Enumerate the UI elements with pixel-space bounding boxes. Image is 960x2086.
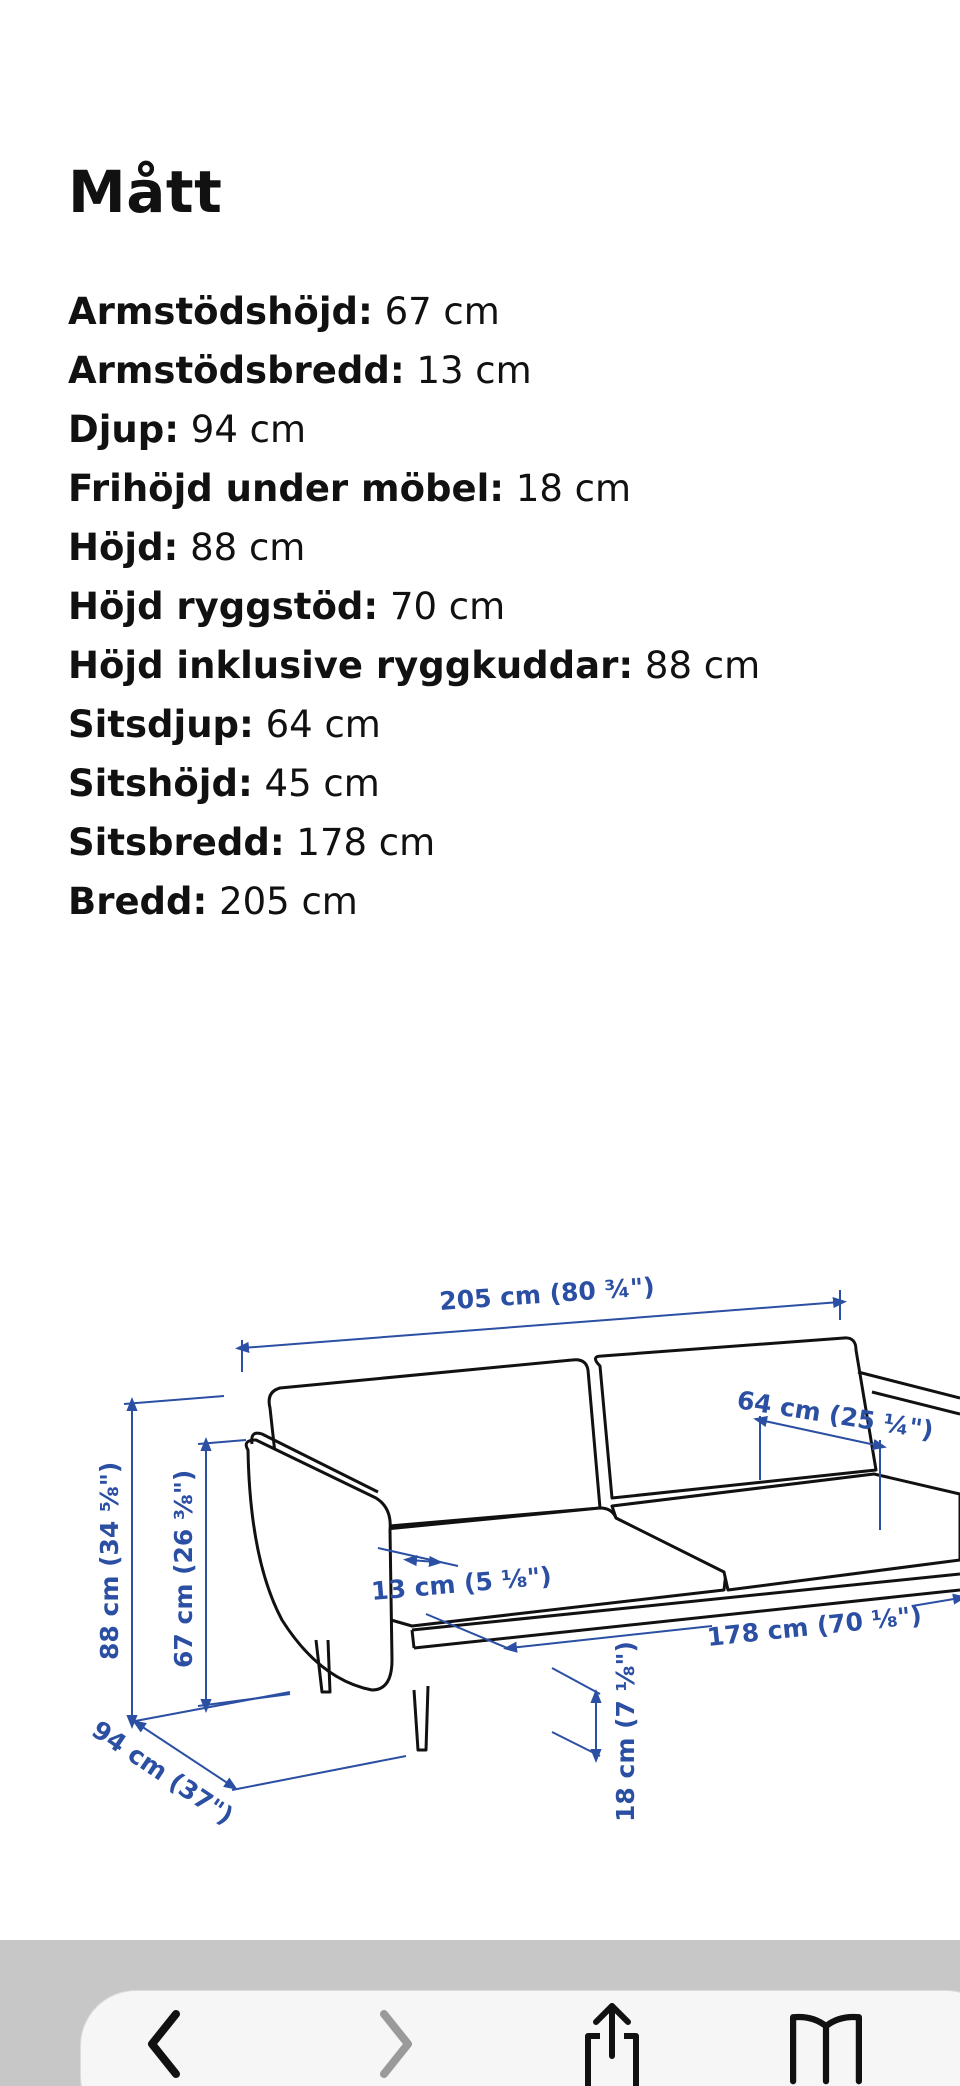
- spec-row: [68, 345, 760, 404]
- spec-row: [68, 581, 760, 640]
- spec-label: Sitsdjup:: [68, 703, 254, 746]
- spec-row: [68, 876, 760, 935]
- width-label: 205 cm (80 ¾"): [438, 1272, 656, 1316]
- spec-value: 18 cm: [515, 467, 632, 510]
- spec-row: [68, 463, 760, 522]
- spec-label: Sitshöjd:: [68, 762, 253, 805]
- share-button[interactable]: [572, 2000, 652, 2086]
- forward-icon: [364, 2000, 424, 2086]
- spec-row: [68, 286, 760, 345]
- spec-value: 67 cm: [384, 290, 500, 333]
- spec-value: 205 cm: [219, 880, 358, 923]
- depth-label: 94 cm (37"): [86, 1714, 239, 1831]
- browser-toolbar: [0, 1940, 960, 2086]
- spec-value: 88 cm: [190, 526, 306, 569]
- spec-label: Frihöjd under möbel:: [68, 467, 505, 510]
- spec-row: [68, 758, 760, 817]
- spec-value: 94 cm: [190, 408, 307, 451]
- back-button[interactable]: [124, 2000, 204, 2086]
- spec-value: 178 cm: [296, 821, 436, 864]
- spec-label: Sitsbredd:: [68, 821, 285, 864]
- spec-row: [68, 699, 760, 758]
- spec-label: Bredd:: [68, 880, 208, 923]
- leg-front: [414, 1686, 428, 1750]
- back-icon: [134, 2000, 194, 2086]
- spec-value: 13 cm: [416, 349, 532, 392]
- spec-value: 70 cm: [389, 585, 506, 628]
- clearance-label: 18 cm (7 ⅛"): [611, 1641, 640, 1822]
- sofa-dimension-diagram: [0, 1240, 960, 1860]
- spec-label: Höjd ryggstöd:: [68, 585, 379, 628]
- bookmarks-icon: [786, 2000, 866, 2086]
- spec-row: [68, 522, 760, 581]
- spec-label: Armstödshöjd:: [68, 290, 373, 333]
- armrest-width-label: 13 cm (5 ⅛"): [369, 1561, 553, 1606]
- share-icon: [572, 2000, 652, 2086]
- armrest-height-label: 67 cm (26 ⅜"): [169, 1469, 198, 1668]
- spec-label: Djup:: [68, 408, 180, 451]
- seat-depth-label: 64 cm (25 ¼"): [735, 1385, 936, 1445]
- section-title: Mått: [68, 158, 223, 226]
- seat-width-label: 178 cm (70 ⅛"): [705, 1600, 924, 1652]
- height-label: 88 cm (34 ⅝"): [95, 1461, 124, 1660]
- dimension-list: [68, 286, 760, 935]
- spec-row: [68, 404, 760, 463]
- bookmarks-button[interactable]: [786, 2000, 866, 2086]
- spec-row: [68, 817, 760, 876]
- spec-label: Armstödsbredd:: [68, 349, 405, 392]
- spec-label: Höjd:: [68, 526, 179, 569]
- spec-value: 45 cm: [264, 762, 380, 805]
- spec-row: [68, 640, 760, 699]
- sofa-drawing: [246, 1338, 960, 1750]
- spec-value: 88 cm: [644, 644, 761, 687]
- spec-label: Höjd inklusive ryggkuddar:: [68, 644, 634, 687]
- forward-button[interactable]: [354, 2000, 434, 2086]
- spec-value: 64 cm: [265, 703, 381, 746]
